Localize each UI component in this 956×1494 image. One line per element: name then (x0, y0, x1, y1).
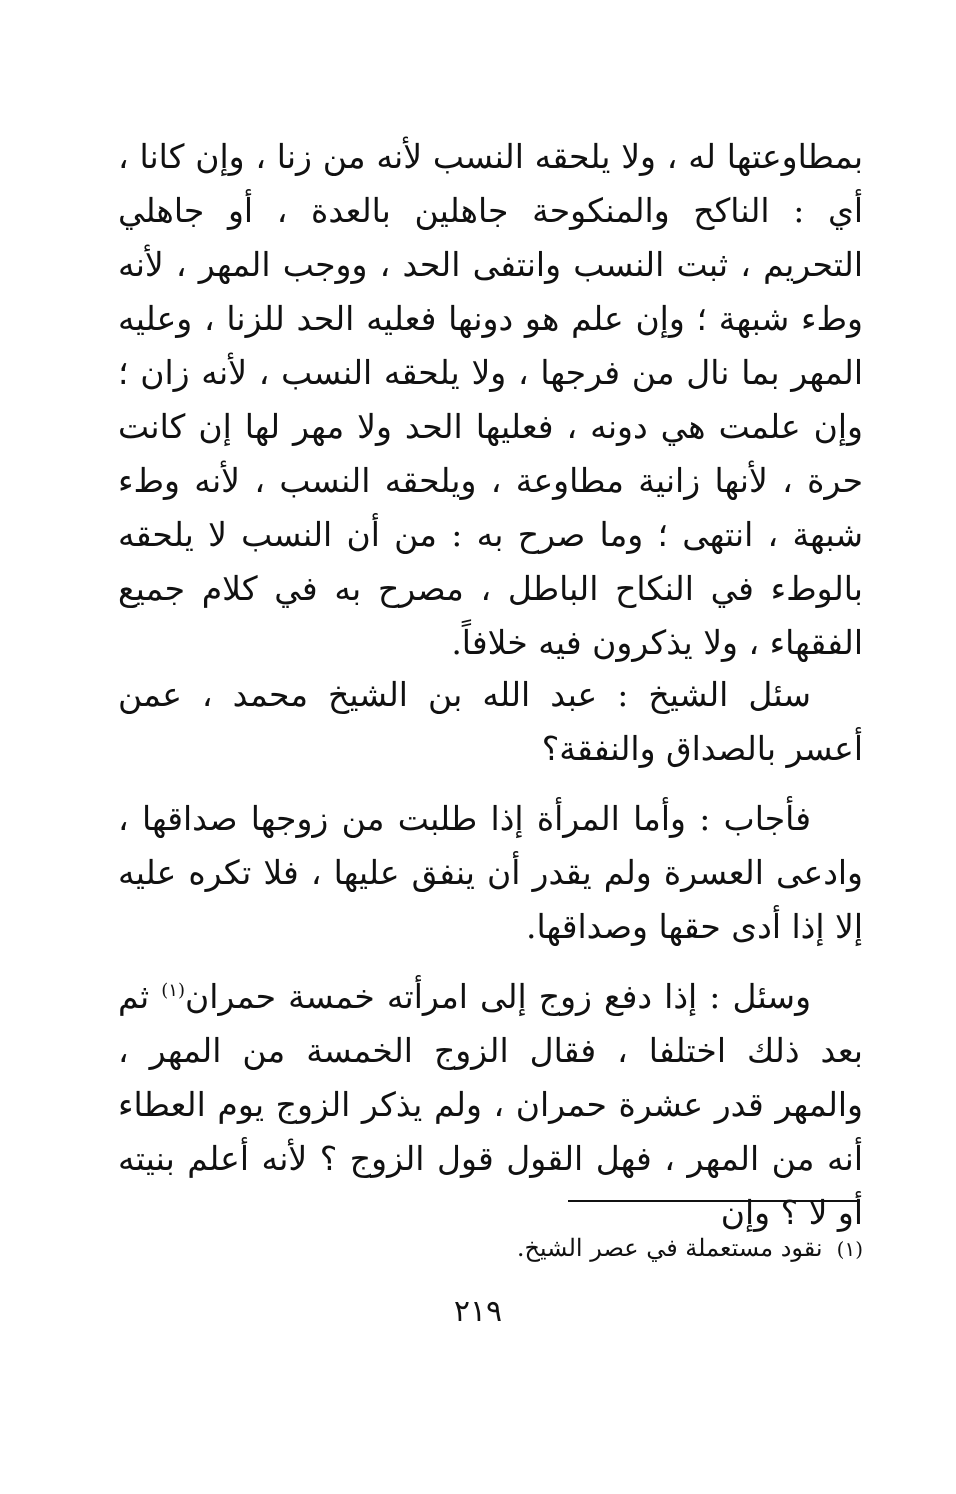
answer-paragraph (118, 792, 863, 954)
paragraph-text: فأجاب : وأما المرأة إذا طلبت من زوجها صداقها ، وادعى العسرة ولم يقدر أن ينفق عليها ، فلا تكره عليه إلا إذا أدى حقها وصداقها. (118, 799, 863, 946)
page-number: ٢١٩ (453, 1294, 503, 1329)
footnote-divider (568, 1200, 860, 1202)
paragraph-text: بمطاوعتها له ، ولا يلحقه النسب لأنه من زنا ، وإن كانا ، أي : الناكح والمنكوحة جاهلين بالعدة ، أو جاهلي التحريم ، ثبت النسب وانتفى الحد ، ووجب المهر ، لأنه وطء شبهة ؛ وإن علم هو دونها فعليه الحد للزنا ، وعليه المهر بما نال من فرجها ، ولا يلحقه النسب ، لأنه زان ؛ وإن علمت هي دونه ، فعليها الحد ولا مهر لها إن كانت حرة ، لأنها زانية مطاوعة ، ويلحقه النسب ، لأنه وطء شبهة ، انتهى ؛ وما صرح به : من أن النسب لا يلحقه بالوطء في النكاح الباطل ، مصرح به في كلام جميع الفقهاء ، ولا يذكرون فيه خلافاً. (118, 137, 863, 662)
body-paragraph (118, 130, 863, 670)
footnote-number: (١) (836, 1237, 863, 1261)
paragraph-text-part: وسئل : إذا دفع زوج إلى امرأته خمسة حمران (184, 977, 811, 1016)
paragraph-text-part: ثم بعد ذلك اختلفا ، فقال الزوج الخمسة من المهر ، والمهر قدر عشرة حمران ، ولم يذكر الزوج يوم العطاء أنه من المهر ، فهل القول قول الزوج ؟ لأنه أعلم بنيته أو لا ؟ وإن (118, 977, 863, 1232)
footnote-text: نقود مستعملة في عصر الشيخ. (516, 1234, 823, 1262)
footnote-reference: (١) (161, 980, 185, 1001)
question-paragraph (118, 668, 863, 776)
paragraph-text: سئل الشيخ : عبد الله بن الشيخ محمد ، عمن أعسر بالصداق والنفقة؟ (118, 675, 863, 768)
footnote (118, 1230, 863, 1267)
